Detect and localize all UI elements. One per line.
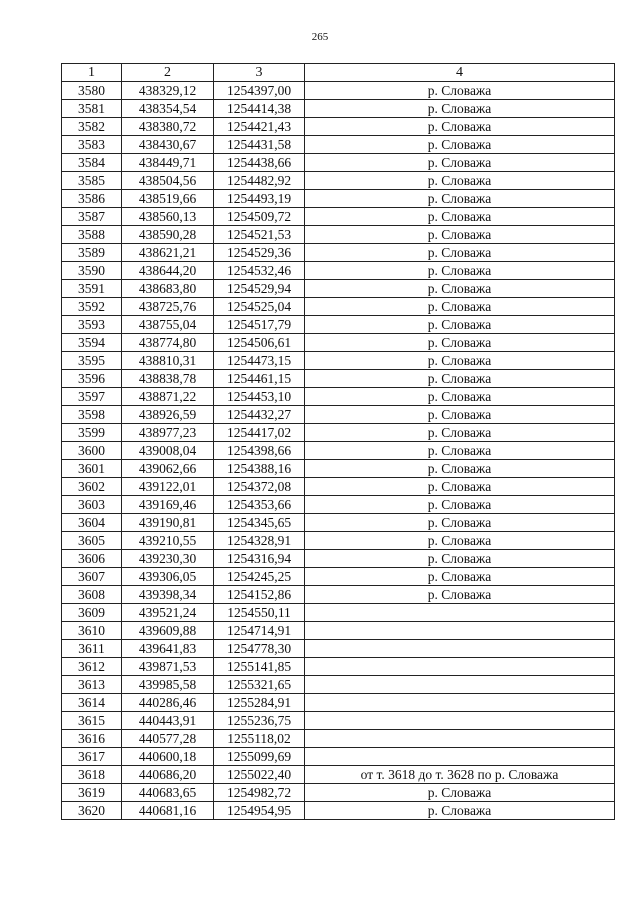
cell-y: 1254431,58 <box>214 136 305 154</box>
cell-y: 1254328,91 <box>214 532 305 550</box>
cell-description: р. Словажа <box>305 370 615 388</box>
cell-x: 440600,18 <box>122 748 214 766</box>
cell-y: 1254778,30 <box>214 640 305 658</box>
cell-point-number: 3587 <box>62 208 122 226</box>
cell-description: р. Словажа <box>305 388 615 406</box>
cell-description: р. Словажа <box>305 100 615 118</box>
header-col-x: 2 <box>122 64 214 82</box>
cell-y: 1254521,53 <box>214 226 305 244</box>
table-row <box>62 136 615 154</box>
cell-x: 439230,30 <box>122 550 214 568</box>
cell-description: р. Словажа <box>305 406 615 424</box>
cell-y: 1254482,92 <box>214 172 305 190</box>
coordinates-table <box>61 63 615 820</box>
cell-y: 1254438,66 <box>214 154 305 172</box>
cell-x: 438755,04 <box>122 316 214 334</box>
cell-x: 439398,34 <box>122 586 214 604</box>
cell-description: р. Словажа <box>305 550 615 568</box>
cell-x: 438774,80 <box>122 334 214 352</box>
cell-x: 438519,66 <box>122 190 214 208</box>
cell-description: р. Словажа <box>305 514 615 532</box>
cell-y: 1254982,72 <box>214 784 305 802</box>
cell-description: р. Словажа <box>305 136 615 154</box>
table-row <box>62 388 615 406</box>
cell-y: 1254529,36 <box>214 244 305 262</box>
cell-description: р. Словажа <box>305 532 615 550</box>
cell-description: р. Словажа <box>305 352 615 370</box>
cell-y: 1255118,02 <box>214 730 305 748</box>
table-row <box>62 208 615 226</box>
cell-y: 1254714,91 <box>214 622 305 640</box>
cell-point-number: 3619 <box>62 784 122 802</box>
table-row <box>62 460 615 478</box>
cell-point-number: 3607 <box>62 568 122 586</box>
cell-point-number: 3598 <box>62 406 122 424</box>
cell-x: 439306,05 <box>122 568 214 586</box>
cell-x: 439122,01 <box>122 478 214 496</box>
table-row <box>62 442 615 460</box>
cell-y: 1254525,04 <box>214 298 305 316</box>
table-row <box>62 334 615 352</box>
table-row <box>62 82 615 100</box>
cell-description: р. Словажа <box>305 424 615 442</box>
cell-point-number: 3615 <box>62 712 122 730</box>
table-row <box>62 802 615 820</box>
cell-point-number: 3589 <box>62 244 122 262</box>
cell-y: 1254432,27 <box>214 406 305 424</box>
cell-x: 438621,21 <box>122 244 214 262</box>
cell-point-number: 3602 <box>62 478 122 496</box>
cell-point-number: 3581 <box>62 100 122 118</box>
cell-y: 1254421,43 <box>214 118 305 136</box>
cell-point-number: 3588 <box>62 226 122 244</box>
cell-x: 439210,55 <box>122 532 214 550</box>
header-row <box>62 64 615 82</box>
cell-x: 438810,31 <box>122 352 214 370</box>
cell-point-number: 3604 <box>62 514 122 532</box>
cell-y: 1254152,86 <box>214 586 305 604</box>
cell-x: 438683,80 <box>122 280 214 298</box>
cell-x: 438644,20 <box>122 262 214 280</box>
cell-y: 1254529,94 <box>214 280 305 298</box>
cell-description <box>305 748 615 766</box>
cell-y: 1254517,79 <box>214 316 305 334</box>
cell-point-number: 3603 <box>62 496 122 514</box>
table-row <box>62 568 615 586</box>
table-row <box>62 604 615 622</box>
cell-point-number: 3613 <box>62 676 122 694</box>
cell-point-number: 3594 <box>62 334 122 352</box>
cell-description: р. Словажа <box>305 118 615 136</box>
cell-point-number: 3591 <box>62 280 122 298</box>
cell-point-number: 3585 <box>62 172 122 190</box>
table-row <box>62 532 615 550</box>
cell-point-number: 3580 <box>62 82 122 100</box>
cell-y: 1254397,00 <box>214 82 305 100</box>
cell-y: 1254372,08 <box>214 478 305 496</box>
table-row <box>62 172 615 190</box>
cell-y: 1254506,61 <box>214 334 305 352</box>
cell-y: 1254353,66 <box>214 496 305 514</box>
cell-y: 1255099,69 <box>214 748 305 766</box>
cell-x: 438926,59 <box>122 406 214 424</box>
table-row <box>62 550 615 568</box>
table-row <box>62 154 615 172</box>
cell-description: р. Словажа <box>305 154 615 172</box>
cell-x: 438329,12 <box>122 82 214 100</box>
cell-x: 438354,54 <box>122 100 214 118</box>
cell-y: 1254461,15 <box>214 370 305 388</box>
cell-y: 1255022,40 <box>214 766 305 784</box>
table-row <box>62 352 615 370</box>
cell-point-number: 3597 <box>62 388 122 406</box>
cell-description <box>305 730 615 748</box>
table-row <box>62 424 615 442</box>
table-row <box>62 748 615 766</box>
table-row <box>62 586 615 604</box>
cell-description: р. Словажа <box>305 460 615 478</box>
table-row <box>62 244 615 262</box>
cell-point-number: 3605 <box>62 532 122 550</box>
cell-y: 1254417,02 <box>214 424 305 442</box>
table-row <box>62 280 615 298</box>
cell-point-number: 3582 <box>62 118 122 136</box>
cell-x: 438430,67 <box>122 136 214 154</box>
cell-x: 439609,88 <box>122 622 214 640</box>
cell-description <box>305 604 615 622</box>
cell-description: р. Словажа <box>305 262 615 280</box>
cell-description: р. Словажа <box>305 586 615 604</box>
cell-point-number: 3586 <box>62 190 122 208</box>
table-row <box>62 478 615 496</box>
cell-description: р. Словажа <box>305 280 615 298</box>
cell-description: р. Словажа <box>305 496 615 514</box>
cell-description: р. Словажа <box>305 334 615 352</box>
cell-y: 1255321,65 <box>214 676 305 694</box>
table-row <box>62 784 615 802</box>
cell-point-number: 3600 <box>62 442 122 460</box>
header-col-y: 3 <box>214 64 305 82</box>
cell-x: 438871,22 <box>122 388 214 406</box>
cell-x: 439871,53 <box>122 658 214 676</box>
table-row <box>62 658 615 676</box>
cell-y: 1254316,94 <box>214 550 305 568</box>
cell-y: 1254509,72 <box>214 208 305 226</box>
table-row <box>62 226 615 244</box>
cell-x: 439985,58 <box>122 676 214 694</box>
cell-x: 440443,91 <box>122 712 214 730</box>
table-row <box>62 730 615 748</box>
table-row <box>62 406 615 424</box>
cell-description <box>305 658 615 676</box>
cell-x: 438725,76 <box>122 298 214 316</box>
table-row <box>62 622 615 640</box>
cell-x: 438449,71 <box>122 154 214 172</box>
cell-description: р. Словажа <box>305 802 615 820</box>
table-header <box>62 64 615 82</box>
cell-point-number: 3612 <box>62 658 122 676</box>
cell-point-number: 3595 <box>62 352 122 370</box>
cell-point-number: 3608 <box>62 586 122 604</box>
cell-y: 1255236,75 <box>214 712 305 730</box>
cell-x: 439062,66 <box>122 460 214 478</box>
header-col-point-number: 1 <box>62 64 122 82</box>
cell-point-number: 3618 <box>62 766 122 784</box>
cell-y: 1254398,66 <box>214 442 305 460</box>
cell-point-number: 3620 <box>62 802 122 820</box>
cell-description: р. Словажа <box>305 298 615 316</box>
cell-y: 1254550,11 <box>214 604 305 622</box>
cell-x: 440686,20 <box>122 766 214 784</box>
cell-description: р. Словажа <box>305 784 615 802</box>
table-row <box>62 676 615 694</box>
cell-y: 1254473,15 <box>214 352 305 370</box>
table-row <box>62 100 615 118</box>
cell-description <box>305 676 615 694</box>
cell-description: р. Словажа <box>305 478 615 496</box>
cell-x: 438590,28 <box>122 226 214 244</box>
cell-x: 438977,23 <box>122 424 214 442</box>
cell-y: 1254388,16 <box>214 460 305 478</box>
cell-description: от т. 3618 до т. 3628 по р. Словажа <box>305 766 615 784</box>
cell-description <box>305 622 615 640</box>
table-row <box>62 118 615 136</box>
cell-description <box>305 694 615 712</box>
cell-y: 1254954,95 <box>214 802 305 820</box>
table-row <box>62 766 615 784</box>
cell-description: р. Словажа <box>305 208 615 226</box>
cell-x: 439641,83 <box>122 640 214 658</box>
table-row <box>62 640 615 658</box>
cell-point-number: 3596 <box>62 370 122 388</box>
cell-point-number: 3583 <box>62 136 122 154</box>
cell-point-number: 3593 <box>62 316 122 334</box>
cell-x: 438504,56 <box>122 172 214 190</box>
cell-description: р. Словажа <box>305 82 615 100</box>
cell-x: 440286,46 <box>122 694 214 712</box>
cell-point-number: 3584 <box>62 154 122 172</box>
header-col-description: 4 <box>305 64 615 82</box>
cell-x: 440683,65 <box>122 784 214 802</box>
cell-description: р. Словажа <box>305 442 615 460</box>
cell-y: 1255141,85 <box>214 658 305 676</box>
table-row <box>62 370 615 388</box>
table-row <box>62 262 615 280</box>
cell-y: 1254493,19 <box>214 190 305 208</box>
cell-x: 439521,24 <box>122 604 214 622</box>
cell-description: р. Словажа <box>305 244 615 262</box>
cell-description <box>305 712 615 730</box>
cell-point-number: 3590 <box>62 262 122 280</box>
cell-x: 439169,46 <box>122 496 214 514</box>
cell-x: 438380,72 <box>122 118 214 136</box>
table-body <box>62 82 615 820</box>
cell-x: 439008,04 <box>122 442 214 460</box>
cell-point-number: 3592 <box>62 298 122 316</box>
cell-description: р. Словажа <box>305 568 615 586</box>
table-row <box>62 190 615 208</box>
cell-x: 440577,28 <box>122 730 214 748</box>
cell-description: р. Словажа <box>305 172 615 190</box>
cell-point-number: 3599 <box>62 424 122 442</box>
table-row <box>62 496 615 514</box>
table-row <box>62 514 615 532</box>
page-number: 265 <box>311 31 329 43</box>
cell-point-number: 3617 <box>62 748 122 766</box>
cell-description <box>305 640 615 658</box>
table-row <box>62 316 615 334</box>
cell-y: 1254345,65 <box>214 514 305 532</box>
cell-point-number: 3614 <box>62 694 122 712</box>
cell-x: 439190,81 <box>122 514 214 532</box>
cell-y: 1254532,46 <box>214 262 305 280</box>
cell-description: р. Словажа <box>305 316 615 334</box>
cell-point-number: 3611 <box>62 640 122 658</box>
cell-x: 438560,13 <box>122 208 214 226</box>
cell-y: 1254245,25 <box>214 568 305 586</box>
cell-x: 438838,78 <box>122 370 214 388</box>
table-row <box>62 298 615 316</box>
cell-point-number: 3601 <box>62 460 122 478</box>
cell-y: 1254414,38 <box>214 100 305 118</box>
cell-point-number: 3610 <box>62 622 122 640</box>
cell-point-number: 3606 <box>62 550 122 568</box>
cell-description: р. Словажа <box>305 226 615 244</box>
cell-point-number: 3616 <box>62 730 122 748</box>
cell-x: 440681,16 <box>122 802 214 820</box>
cell-y: 1254453,10 <box>214 388 305 406</box>
cell-description: р. Словажа <box>305 190 615 208</box>
cell-point-number: 3609 <box>62 604 122 622</box>
cell-y: 1255284,91 <box>214 694 305 712</box>
table-row <box>62 694 615 712</box>
table-row <box>62 712 615 730</box>
